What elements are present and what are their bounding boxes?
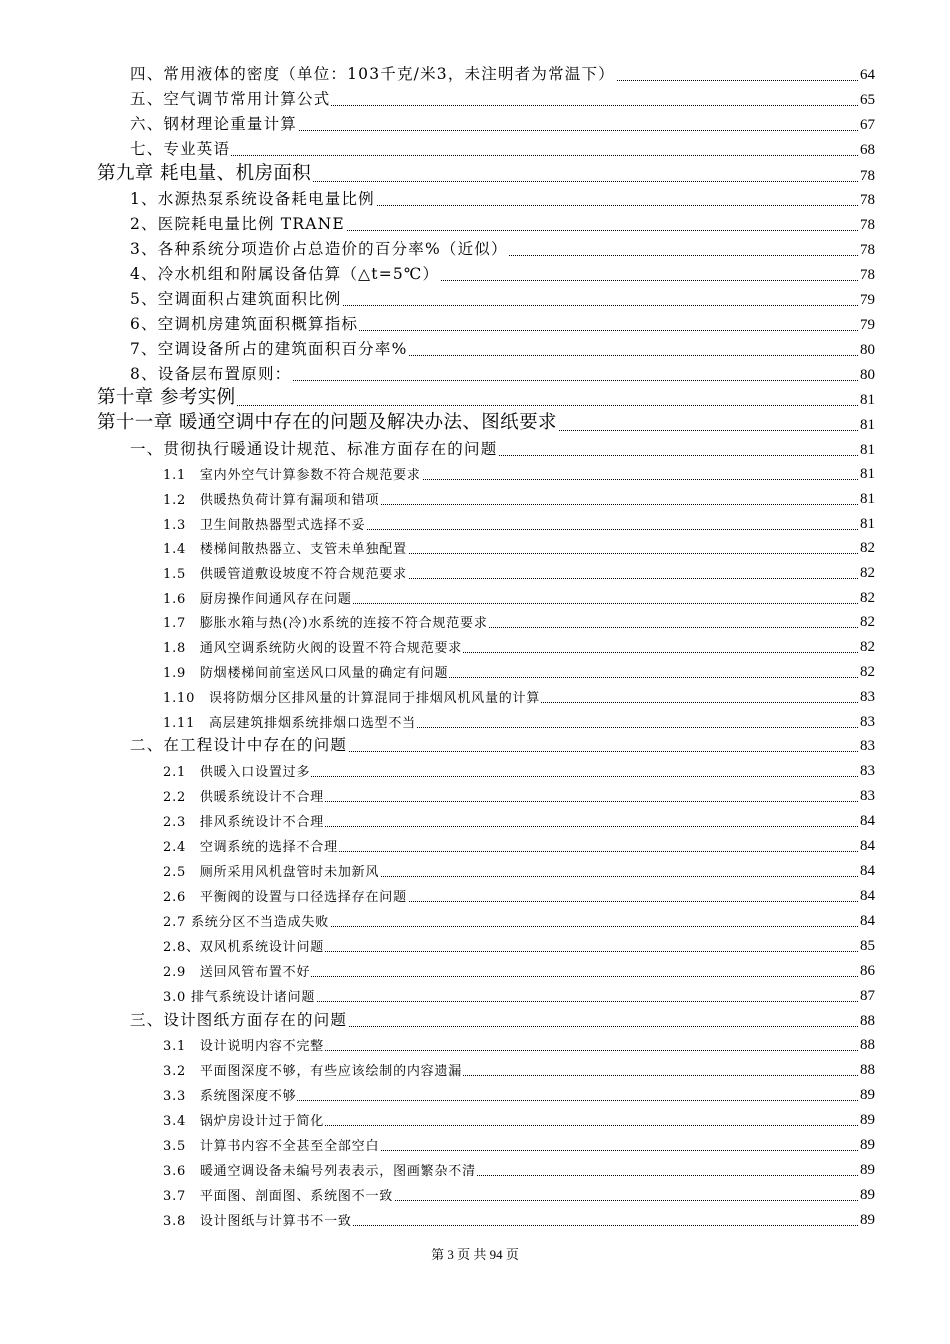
toc-entry-page-number: 82: [860, 639, 875, 655]
toc-entry[interactable]: [0, 512, 950, 536]
toc-entry-title: 3、各种系统分项造价占总造价的百分率%（近似）: [130, 237, 509, 259]
toc-entry-page-number: 65: [860, 92, 875, 108]
toc-entry-page-number: 88: [860, 1062, 875, 1078]
toc-entry-page-number: 89: [860, 1112, 875, 1128]
toc-entry-title: 2.7 系统分区不当造成失败: [163, 911, 330, 930]
toc-entry-page-number: 78: [860, 217, 875, 233]
toc-entry-page-number: 82: [860, 614, 875, 630]
toc-entry[interactable]: [0, 113, 950, 137]
toc-entry[interactable]: [0, 934, 950, 958]
toc-entry[interactable]: [0, 462, 950, 486]
toc-entry-title: 3.6 暖通空调设备未编号列表表示，图画繁杂不清: [163, 1160, 477, 1179]
toc-entry[interactable]: [0, 1158, 950, 1182]
toc-entry-title: 2、医院耗电量比例 TRANE: [130, 212, 346, 234]
toc-entry[interactable]: [0, 88, 950, 112]
toc-entry-title: 3.7 平面图、剖面图、系统图不一致: [163, 1185, 394, 1204]
toc-entry[interactable]: [0, 1108, 950, 1132]
dot-leader: [130, 155, 860, 156]
toc-entry[interactable]: [0, 834, 950, 858]
toc-entry-page-number: 84: [860, 813, 875, 829]
toc-entry-page-number: 84: [860, 838, 875, 854]
toc-entry-title: 1.8 通风空调系统防火阀的设置不符合规范要求: [163, 637, 463, 656]
toc-entry-page-number: 81: [860, 442, 875, 458]
toc-entry-title: 4、冷水机组和附属设备估算（△t=5℃）: [130, 262, 440, 284]
toc-entry-title: 3.4 锅炉房设计过于简化: [163, 1110, 325, 1129]
toc-entry[interactable]: [0, 734, 950, 758]
toc-entry[interactable]: [0, 188, 950, 212]
toc-entry-title: 二、在工程设计中存在的问题: [130, 733, 348, 755]
toc-entry[interactable]: [0, 1133, 950, 1157]
toc-entry[interactable]: [0, 413, 950, 437]
toc-entry[interactable]: [0, 1033, 950, 1057]
toc-entry-title: 3.2 平面图深度不够，有些应该绘制的内容遗漏: [163, 1060, 463, 1079]
toc-entry-title: 三、设计图纸方面存在的问题: [130, 1008, 348, 1030]
toc-entry-page-number: 83: [860, 788, 875, 804]
toc-entry-title: 2.4 空调系统的选择不合理: [163, 836, 339, 855]
toc-entry-title: 1.4 楼梯间散热器立、支管未单独配置: [163, 538, 408, 557]
toc-entry[interactable]: [0, 238, 950, 262]
toc-entry-page-number: 68: [860, 142, 875, 158]
toc-entry-title: 第十章 参考实例: [97, 383, 237, 409]
toc-entry[interactable]: [0, 809, 950, 833]
toc-entry-page-number: 89: [860, 1087, 875, 1103]
toc-entry-page-number: 82: [860, 664, 875, 680]
toc-entry[interactable]: [0, 884, 950, 908]
toc-entry-title: 1.6 厨房操作间通风存在问题: [163, 588, 353, 607]
toc-entry[interactable]: [0, 338, 950, 362]
toc-entry-title: 3.0 排气系统设计诸问题: [163, 986, 316, 1005]
toc-entry-page-number: 81: [860, 516, 875, 532]
toc-entry[interactable]: [0, 438, 950, 462]
toc-entry-title: 7、空调设备所占的建筑面积百分率%: [130, 337, 409, 359]
toc-entry[interactable]: [0, 586, 950, 610]
toc-entry[interactable]: [0, 288, 950, 312]
toc-entry-page-number: 86: [860, 963, 875, 979]
toc-entry-title: 第九章 耗电量、机房面积: [97, 159, 312, 185]
toc-entry-page-number: 83: [860, 689, 875, 705]
toc-entry-title: 3.5 计算书内容不全甚至全部空白: [163, 1135, 380, 1154]
toc-entry-page-number: 83: [860, 763, 875, 779]
toc-entry-page-number: 64: [860, 67, 875, 83]
toc-entry[interactable]: [0, 164, 950, 188]
toc-entry-page-number: 82: [860, 565, 875, 581]
toc-entry[interactable]: [0, 909, 950, 933]
toc-entry-page-number: 78: [860, 192, 875, 208]
toc-entry-title: 1.10 误将防烟分区排风量的计算混同于排烟风机风量的计算: [163, 687, 541, 706]
toc-entry[interactable]: [0, 610, 950, 634]
toc-entry-page-number: 82: [860, 590, 875, 606]
toc-entry-page-number: 81: [860, 417, 875, 433]
toc-entry-title: 1.7 膨胀水箱与热(冷)水系统的连接不符合规范要求: [163, 612, 489, 631]
toc-entry-page-number: 80: [860, 367, 875, 383]
toc-entry[interactable]: [0, 213, 950, 237]
toc-entry-page-number: 84: [860, 913, 875, 929]
toc-entry[interactable]: [0, 635, 950, 659]
toc-entry-title: 七、专业英语: [130, 137, 231, 159]
toc-entry-title: 1.9 防烟楼梯间前室送风口风量的确定有问题: [163, 662, 449, 681]
toc-entry-title: 8、设备层布置原则：: [130, 362, 292, 384]
toc-entry-title: 四、常用液体的密度（单位：103千克/米3，未注明者为常温下）: [130, 62, 616, 84]
toc-entry-page-number: 82: [860, 540, 875, 556]
toc-entry-title: 1.11 高层建筑排烟系统排烟口选型不当: [163, 712, 417, 731]
toc-entry-title: 一、贯彻执行暖通设计规范、标准方面存在的问题: [130, 437, 498, 459]
toc-entry-title: 第十一章 暖通空调中存在的问题及解决办法、图纸要求: [97, 408, 558, 434]
toc-entry-page-number: 81: [860, 466, 875, 482]
toc-entry[interactable]: [0, 63, 950, 87]
toc-entry-page-number: 67: [860, 117, 875, 133]
toc-entry[interactable]: [0, 685, 950, 709]
toc-entry[interactable]: [0, 710, 950, 734]
toc-entry-page-number: 89: [860, 1187, 875, 1203]
toc-entry-title: 2.8、双风机系统设计问题: [163, 936, 325, 955]
toc-entry[interactable]: [0, 1183, 950, 1207]
toc-entry-title: 1.2 供暖热负荷计算有漏项和错项: [163, 489, 380, 508]
toc-entry-page-number: 81: [860, 491, 875, 507]
toc-entry-title: 2.5 厕所采用风机盘管时未加新风: [163, 861, 380, 880]
toc-entry-page-number: 89: [860, 1137, 875, 1153]
toc-entry-title: 六、钢材理论重量计算: [130, 112, 298, 134]
toc-entry[interactable]: [0, 487, 950, 511]
toc-entry-title: 1、水源热泵系统设备耗电量比例: [130, 187, 376, 209]
toc-entry-page-number: 78: [860, 168, 875, 184]
toc-entry[interactable]: [0, 984, 950, 1008]
toc-entry-page-number: 88: [860, 1037, 875, 1053]
toc-entry-title: 3.3 系统图深度不够: [163, 1085, 297, 1104]
toc-entry-page-number: 89: [860, 1212, 875, 1228]
toc-entry-title: 3.8 设计图纸与计算书不一致: [163, 1210, 353, 1229]
toc-entry-title: 2.6 平衡阀的设置与口径选择存在问题: [163, 886, 408, 905]
toc-entry[interactable]: [0, 784, 950, 808]
toc-entry[interactable]: [0, 1009, 950, 1033]
toc-entry[interactable]: [0, 959, 950, 983]
toc-entry-title: 五、空气调节常用计算公式: [130, 87, 331, 109]
page-footer: 第 3 页 共 94 页: [431, 1247, 519, 1262]
toc-entry-page-number: 88: [860, 1013, 875, 1029]
toc-entry-title: 2.9 送回风管布置不好: [163, 961, 311, 980]
toc-entry-page-number: 79: [860, 317, 875, 333]
toc-entry-page-number: 83: [860, 714, 875, 730]
toc-entry[interactable]: [0, 1058, 950, 1082]
toc-entry-page-number: 79: [860, 292, 875, 308]
toc-entry-page-number: 78: [860, 242, 875, 258]
toc-entry-title: 6、空调机房建筑面积概算指标: [130, 312, 359, 334]
toc-entry-page-number: 89: [860, 1162, 875, 1178]
toc-entry-page-number: 83: [860, 738, 875, 754]
toc-entry-title: 2.3 排风系统设计不合理: [163, 811, 325, 830]
toc-entry[interactable]: [0, 759, 950, 783]
toc-entry-title: 2.2 供暖系统设计不合理: [163, 786, 325, 805]
toc-entry-page-number: 81: [860, 392, 875, 408]
toc-entry-title: 5、空调面积占建筑面积比例: [130, 287, 342, 309]
toc-entry-title: 1.3 卫生间散热器型式选择不妥: [163, 514, 366, 533]
toc-entry[interactable]: [0, 313, 950, 337]
toc-entry[interactable]: [0, 859, 950, 883]
toc-entry[interactable]: [0, 536, 950, 560]
toc-entry[interactable]: [0, 1208, 950, 1232]
toc-entry-page-number: 84: [860, 888, 875, 904]
toc-entry-page-number: 78: [860, 267, 875, 283]
toc-entry-page-number: 84: [860, 863, 875, 879]
toc-entry-title: 2.1 供暖入口设置过多: [163, 761, 311, 780]
toc-entry-page-number: 80: [860, 342, 875, 358]
toc-entry-title: 3.1 设计说明内容不完整: [163, 1035, 325, 1054]
toc-entry-title: 1.5 供暖管道敷设坡度不符合规范要求: [163, 563, 408, 582]
toc-entry[interactable]: [0, 263, 950, 287]
toc-entry-page-number: 87: [860, 988, 875, 1004]
toc-entry[interactable]: [0, 561, 950, 585]
toc-entry[interactable]: [0, 660, 950, 684]
toc-entry-title: 1.1 室内外空气计算参数不符合规范要求: [163, 464, 422, 483]
toc-entry[interactable]: [0, 1083, 950, 1107]
toc-entry-page-number: 85: [860, 938, 875, 954]
